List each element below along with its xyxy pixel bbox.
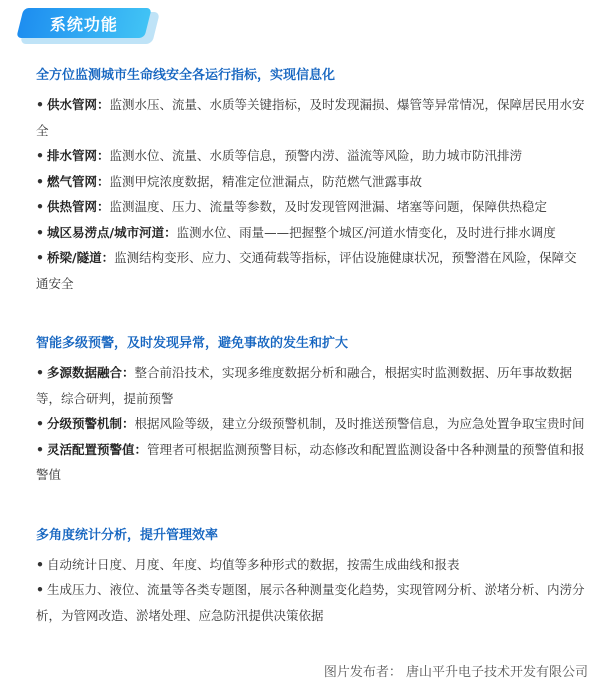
list-item	[36, 437, 586, 488]
item-label: 多源数据融合：	[47, 365, 135, 380]
content	[36, 64, 586, 664]
bullet: •	[36, 582, 44, 597]
item-text: 整合前沿技术，实现多维度数据分析和融合，根据实时监测数据、历年事故数据等，综合研判，提前预警	[36, 365, 573, 406]
list-item	[36, 245, 586, 296]
list-item	[36, 194, 586, 220]
section-warning	[36, 332, 586, 488]
bullet: •	[36, 97, 44, 112]
item-label: 灵活配置预警值：	[47, 441, 148, 457]
item-text: 监测结构变形、应力、交通荷载等指标，评估设施健康状况，预警潜在风险，保障交通安全	[36, 250, 577, 291]
item-text: 监测水位、雨量——把握整个城区/河道水情变化，及时进行排水调度	[176, 224, 556, 240]
item-text: 监测甲烷浓度数据，精准定位泄漏点，防范燃气泄露事故	[109, 173, 423, 189]
section-title: 多角度统计分析，提升管理效率	[36, 527, 219, 543]
list-item	[36, 92, 586, 143]
bullet: •	[36, 173, 44, 189]
item-text: 监测温度、压力、流量等参数，及时发现管网泄漏、堵塞等问题，保障供热稳定	[109, 199, 548, 214]
bullet: •	[36, 441, 44, 457]
bullet: •	[36, 556, 44, 572]
section-statistics	[36, 524, 586, 629]
item-label: 供热管网：	[47, 199, 110, 214]
list-item	[36, 220, 586, 246]
item-label: 供水管网：	[47, 97, 110, 112]
list-item	[36, 169, 586, 195]
bullet: •	[36, 148, 44, 163]
item-text: 管理者可根据监测预警目标，动态修改和配置监测设备中各种测量的预警值和报警值	[36, 441, 585, 482]
bullet: •	[36, 199, 44, 214]
item-text: 监测水压、流量、水质等关键指标，及时发现漏损、爆管等异常情况，保障居民用水安全	[36, 97, 585, 138]
banner-badge	[16, 8, 151, 38]
item-text: 根据风险等级，建立分级预警机制，及时推送预警信息，为应急处置争取宝贵时间	[134, 416, 585, 431]
section-title: 智能多级预警，及时发现异常，避免事故的发生和扩大	[36, 336, 349, 351]
bullet: •	[36, 365, 44, 380]
bullet: •	[36, 250, 44, 265]
section-banner	[20, 6, 160, 46]
item-text: 监测水位、流量、水质等信息，预警内涝、溢流等风险，助力城市防汛排涝	[109, 148, 523, 163]
item-label: 桥梁/隧道：	[47, 250, 115, 265]
list-item	[36, 143, 586, 169]
item-label: 城区易涝点/城市河道：	[47, 224, 177, 240]
image-publisher-caption: 图片发布者： 唐山平升电子技术开发有限公司	[324, 661, 588, 680]
list-item	[36, 360, 586, 411]
item-label: 分级预警机制：	[47, 416, 135, 431]
bullet: •	[36, 224, 44, 240]
item-text: 自动统计日度、月度、年度、均值等多种形式的数据，按需生成曲线和报表	[47, 556, 460, 572]
item-label: 燃气管网：	[47, 173, 110, 189]
section-monitoring	[36, 64, 586, 296]
list-item	[36, 552, 586, 578]
banner-title: 系统功能	[49, 14, 118, 34]
list-item	[36, 577, 586, 628]
section-title: 全方位监测城市生命线安全各运行指标，实现信息化	[36, 68, 336, 83]
item-text: 生成压力、液位、流量等各类专题图，展示各种测量变化趋势，实现管网分析、淤堵分析、内涝分析，为管网改造、淤堵处理、应急防汛提供决策依据	[36, 582, 585, 623]
list-item	[36, 411, 586, 437]
item-label: 排水管网：	[47, 148, 110, 163]
bullet: •	[36, 416, 44, 431]
